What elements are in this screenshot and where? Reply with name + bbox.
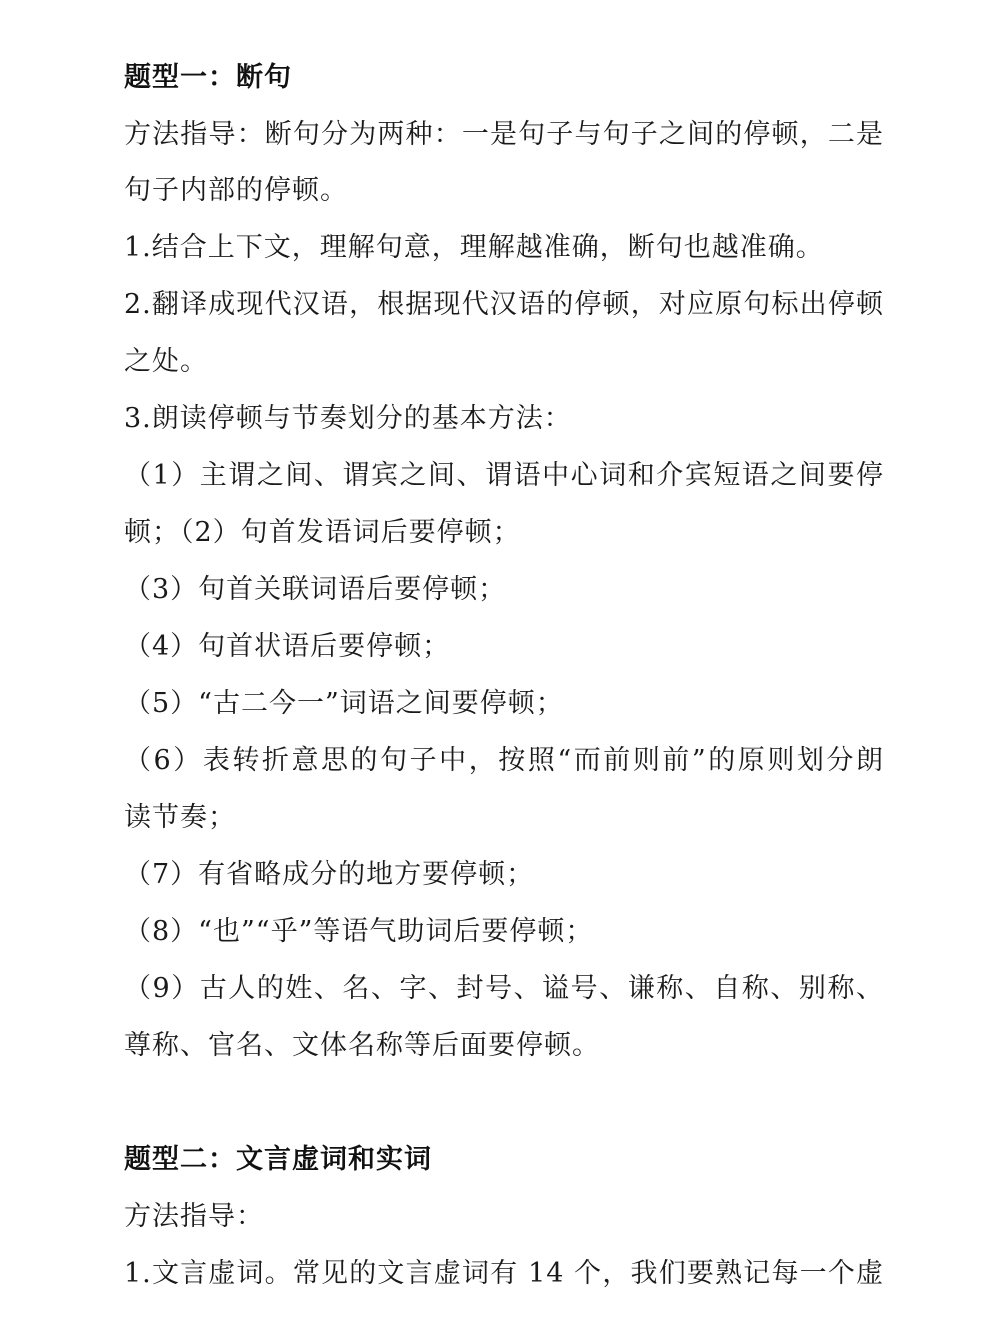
section2-heading: 题型二：文言虚词和实词: [124, 1144, 432, 1175]
section1-rule6-line1: （6）表转折意思的句子中，按照“而前则前”的原则划分朗: [124, 745, 884, 776]
section1-rule9-line2: 尊称、官名、文体名称等后面要停顿。: [124, 1030, 600, 1061]
section1-method-line1: 方法指导：断句分为两种：一是句子与句子之间的停顿，二是: [124, 119, 884, 150]
section1-item1: 1.结合上下文，理解句意，理解越准确，断句也越准确。: [124, 232, 824, 263]
section1-rule3: （3）句首关联词语后要停顿；: [124, 574, 507, 605]
section1-heading: 题型一：断句: [124, 62, 292, 93]
section1-item2-line1: 2.翻译成现代汉语，根据现代汉语的停顿，对应原句标出停顿: [124, 289, 884, 320]
section1-method-line2: 句子内部的停顿。: [124, 175, 348, 206]
section1-rule1-line1: （1）主谓之间、谓宾之间、谓语中心词和介宾短语之间要停: [124, 460, 884, 491]
section1-rule1-line2: 顿；（2）句首发语词后要停顿；: [124, 517, 521, 548]
section1-rule7: （7）有省略成分的地方要停顿；: [124, 859, 535, 890]
section2-item1-line1: 1.文言虚词。常见的文言虚词有 14 个，我们要熟记每一个虚: [124, 1258, 884, 1289]
section1-rule6-line2: 读节奏；: [124, 802, 236, 833]
section2-method: 方法指导：: [124, 1201, 264, 1232]
section1-rule4: （4）句首状语后要停顿；: [124, 631, 451, 662]
section1-item2-line2: 之处。: [124, 346, 208, 377]
section1-rule5: （5）“古二今一”词语之间要停顿；: [124, 688, 564, 719]
section1-item3: 3.朗读停顿与节奏划分的基本方法：: [124, 403, 572, 434]
section1-rule9-line1: （9）古人的姓、名、字、封号、谥号、谦称、自称、别称、: [124, 973, 884, 1004]
section1-rule8: （8）“也”“乎”等语气助词后要停顿；: [124, 916, 594, 947]
